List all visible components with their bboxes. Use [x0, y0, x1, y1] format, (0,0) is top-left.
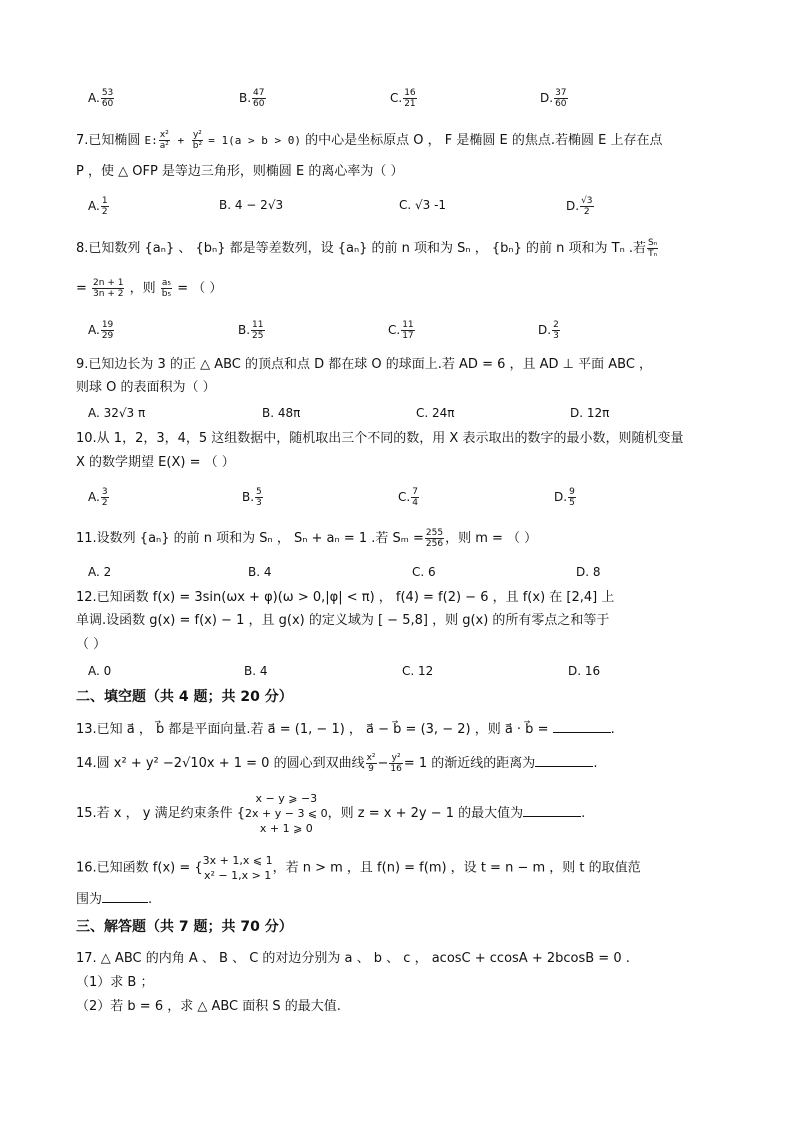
option-b: B. 4 — [248, 565, 272, 579]
q12-line-2: 单调.设函数 g(x) = f(x) − 1 ，且 g(x) 的定义域为 [ − 5,8] ，则 g(x) 的所有零点之和等于 — [76, 613, 610, 628]
q10-line-1: 10.从 1，2，3，4，5 这组数据中，随机取出三个不同的数，用 X 表示取出的数字的最小数，则随机变量 — [76, 431, 684, 446]
answer-blank[interactable] — [553, 731, 611, 733]
q11-line: 11.设数列 {aₙ} 的前 n 项和为 Sₙ ， Sₙ + aₙ = 1 .若 Sₘ = $\frac{255}{256}$ ，则 m = （ ） — [76, 528, 538, 549]
q7-line-1: 7.已知椭圆 E: $\frac{\text{x²}}{\text{a²}}$ + $\frac{\text{y²}}{\text{b²}}$ = 1(a > b > 0) 的中心是坐标原点 O ， F 是椭圆 E 的焦点.若椭圆 E 上存在点 — [76, 130, 663, 151]
option-c: C. 12 — [402, 664, 434, 678]
q17-line-2: （1）求 B ； — [76, 975, 154, 990]
option-b: B. $\frac{5}{3}$ — [242, 487, 262, 508]
q8-options — [88, 320, 708, 348]
option-d: D. 16 — [568, 664, 601, 678]
option-c: C. $\frac{11}{17}$ — [388, 320, 414, 341]
option-a: A. 0 — [88, 664, 112, 678]
q16-line-2: 围为 . — [76, 892, 153, 907]
section-heading-solutions: 三、解答题（共 7 题；共 70 分） — [76, 919, 293, 935]
option-a: A. 2 — [88, 565, 112, 579]
q7-options — [88, 196, 708, 224]
option-c: C. √3 -1 — [399, 198, 447, 212]
q7-line-2: P ，使 △ OFP 是等边三角形，则椭圆 E 的离心率为（ ） — [76, 164, 404, 179]
q9-line-2: 则球 O 的表面积为（ ） — [76, 380, 216, 395]
constraint-system: x − y ⩾ −3 2x + y − 3 ⩽ 0 x + 1 ⩾ 0 — [245, 792, 328, 835]
option-a: A. $\frac{53}{60}$ — [88, 88, 114, 109]
q10-line-2: X 的数学期望 E(X) = （ ） — [76, 455, 235, 470]
q17-line-1: 17. △ ABC 的内角 A 、 B 、 C 的对边分别为 a 、 b 、 c ， acosC + ccosA + 2bcosB = 0 . — [76, 951, 630, 966]
q16-line-1: 16.已知函数 f(x) = { 3x + 1,x ⩽ 1 x² − 1,x > 1 ，若 n > m ，且 f(n) = f(m) ，设 t = n − m ，则 t 的取值范 — [76, 854, 641, 882]
option-c: C. 6 — [412, 565, 436, 579]
q14-line: 14.圆 x² + y² −2√10x + 1 = 0 的圆心到双曲线 $\frac{\text{x²}}{9}$ − $\frac{\text{y²}}{16}$ = 1 的渐近线的距离为 . — [76, 753, 598, 774]
option-c: C. $\frac{7}{4}$ — [398, 487, 418, 508]
option-c: C. $\frac{16}{21}$ — [390, 88, 416, 109]
option-a: A. 32√3 π — [88, 406, 146, 420]
option-a: A. $\frac{3}{2}$ — [88, 487, 108, 508]
option-d: D. $\frac{9}{5}$ — [554, 487, 575, 508]
q13-line: 13.已知 a⃗ ， b⃗ 都是平面向量.若 a⃗ = (1, − 1) ， a⃗ − b⃗ = (3, − 2) ，则 a⃗ · b⃗ = . — [76, 722, 615, 737]
option-b: B. $\frac{47}{60}$ — [239, 88, 265, 109]
option-a: A. $\frac{19}{29}$ — [88, 320, 114, 341]
option-d: D. $\frac{37}{60}$ — [540, 88, 567, 109]
q15-line: 15.若 x ， y 满足约束条件 { x − y ⩾ −3 2x + y − 3 ⩽ 0 x + 1 ⩾ 0 ，则 z = x + 2y − 1 的最大值为 . — [76, 792, 586, 835]
q8-line-2: = $\frac{2n + 1}{3n + 2}$ ，则 $\frac{\text{a₅}}{\text{b₅}}$ = （ ） — [76, 278, 223, 299]
q11-options — [88, 563, 708, 591]
q12-line-1: 12.已知函数 f(x) = 3sin(ωx + φ)(ω > 0,|φ| < π) ， f(4) = f(2) − 6 ，且 f(x) 在 [2,4] 上 — [76, 590, 615, 605]
option-b: B. $\frac{11}{25}$ — [238, 320, 264, 341]
section-heading-fill-in: 二、填空题（共 4 题；共 20 分） — [76, 689, 293, 705]
option-b: B. 4 — [244, 664, 268, 678]
answer-blank[interactable] — [535, 765, 593, 767]
option-b: B. 4 − 2√3 — [219, 198, 284, 212]
option-a: A. $\frac{1}{2}$ — [88, 196, 108, 217]
option-d: D. $\frac{√3}{2}$ — [566, 196, 593, 217]
q8-line-1: 8.已知数列 {aₙ} 、 {bₙ} 都是等差数列，设 {aₙ} 的前 n 项和为 Sₙ ， {bₙ} 的前 n 项和为 Tₙ .若 $\frac{\text{Sₙ}}{\text{Tₙ}}$ — [76, 238, 658, 259]
q12-line-3: （ ） — [76, 637, 107, 652]
answer-blank[interactable] — [102, 901, 148, 903]
option-c: C. 24π — [416, 406, 455, 420]
option-b: B. 48π — [262, 406, 301, 420]
answer-blank[interactable] — [523, 815, 581, 817]
q17-line-3: （2）若 b = 6 ，求 △ ABC 面积 S 的最大值. — [76, 999, 341, 1014]
q9-line-1: 9.已知边长为 3 的正 △ ABC 的顶点和点 D 都在球 O 的球面上.若 AD = 6 ，且 AD ⊥ 平面 ABC ， — [76, 357, 653, 372]
q10-options — [88, 487, 708, 515]
option-d: D. 12π — [570, 406, 610, 420]
piecewise-function: 3x + 1,x ⩽ 1 x² − 1,x > 1 — [202, 854, 273, 882]
q9-options — [88, 404, 708, 432]
option-d: D. 8 — [576, 565, 601, 579]
option-d: D. $\frac{2}{3}$ — [538, 320, 559, 341]
q6-options — [88, 88, 708, 116]
